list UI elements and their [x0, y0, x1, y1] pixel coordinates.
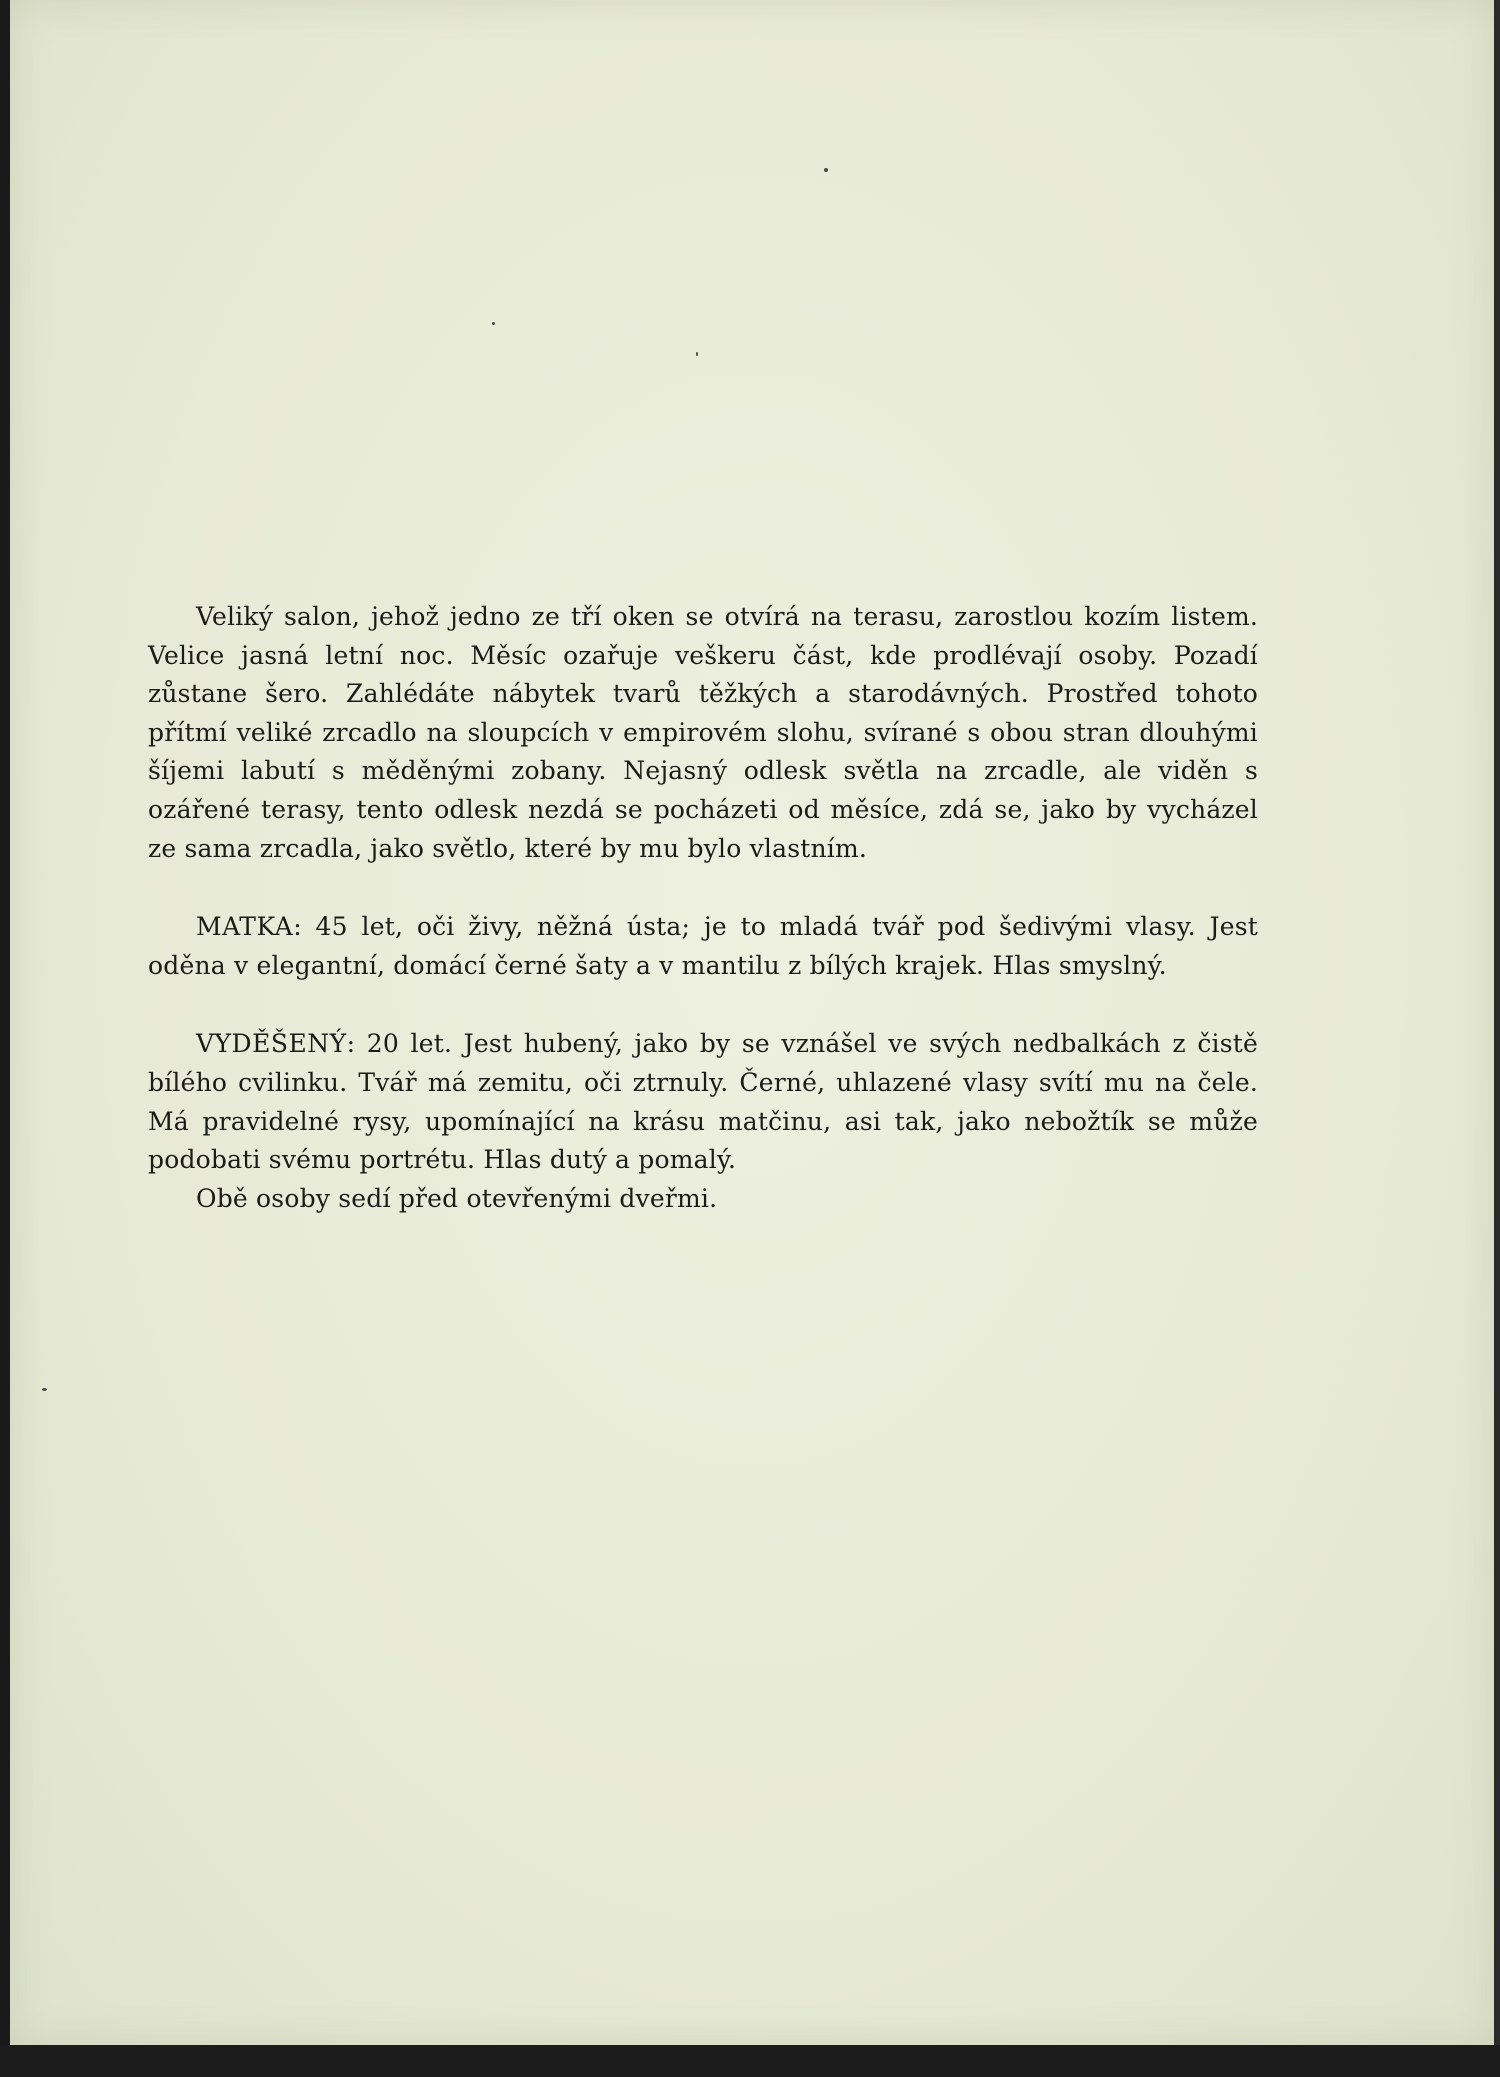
- document-body: [148, 598, 1258, 1218]
- setting-paragraph: Veliký salon, jehož jedno ze tří oken se otvírá na terasu, zarostlou kozím listem. Velice jasná letní noc. Měsíc ozařuje veškeru část, kde prodlévají osoby. Pozadí zůstane šero. Zahlédáte nábytek tvarů těžkých a starodávných. Prostřed tohoto přítmí veliké zrcadlo na sloupcích v empirovém slohu, svírané s obou stran dlouhými šíjemi labutí s měděnými zobany. Nejasný odlesk světla na zrcadle, ale viděn s ozářené terasy, tento odlesk nezdá se pocházeti od měsíce, zdá se, jako by vycházel ze sama zrcadla, jako světlo, které by mu bylo vlastním.: [148, 602, 1258, 863]
- character-description: : 20 let. Jest hubený, jako by se vznášel ve svých nedbalkách z čistě bílého cvilinku. Tvář má zemitu, oči ztrnuly. Černé, uhlazené vlasy svítí mu na čele. Má pravidelné rysy, upomínající na krásu matčinu, asi tak, jako nebožtík se může podobati svému portrétu. Hlas dutý a pomalý.: [148, 1029, 1258, 1175]
- page-edge-shadow: [1494, 0, 1500, 2077]
- paper-speck: [696, 352, 698, 356]
- paper-speck: [824, 168, 828, 172]
- paragraph-gap: [148, 985, 1258, 1025]
- scan-bottom-band: [0, 2045, 1500, 2077]
- character-description: : 45 let, oči živy, něžná ústa; je to mladá tvář pod šedivými vlasy. Jest oděna v elegantní, domácí černé šaty a v mantilu z bílých krajek. Hlas smyslný.: [148, 912, 1258, 980]
- character-name: MATKA: [196, 912, 294, 942]
- paper-page: [10, 0, 1494, 2045]
- closing-paragraph: Obě osoby sedí před otevřenými dveřmi.: [196, 1183, 718, 1213]
- character-paragraph-mother: [148, 908, 1258, 985]
- paper-speck: [42, 1388, 47, 1391]
- character-name: VYDĚŠENÝ: [196, 1029, 347, 1059]
- paragraph-gap: [148, 868, 1258, 908]
- character-paragraph-frightened: [148, 1025, 1258, 1179]
- paper-speck: [492, 322, 495, 325]
